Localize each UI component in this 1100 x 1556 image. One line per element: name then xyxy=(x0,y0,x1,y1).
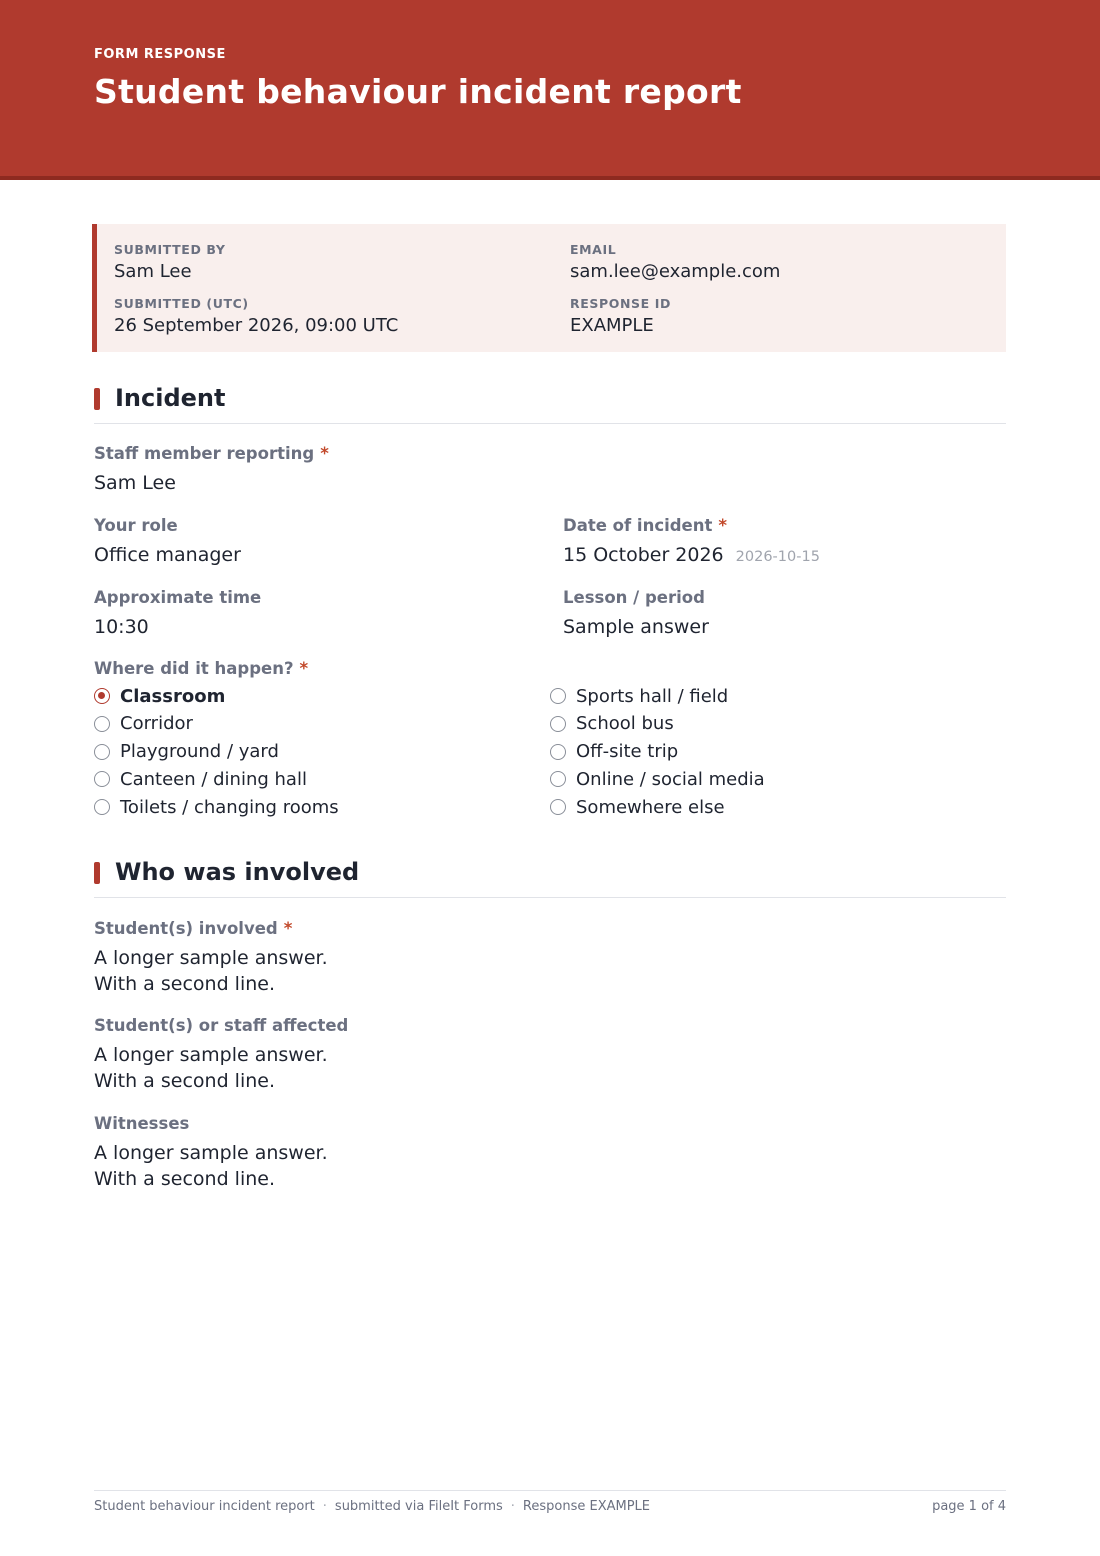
radio-empty-icon xyxy=(94,744,110,760)
where-option-label: Somewhere else xyxy=(576,796,725,818)
page-footer xyxy=(94,1490,1006,1514)
field-value: A longer sample answer. With a second line. xyxy=(94,1142,328,1190)
where-option-label: Canteen / dining hall xyxy=(120,768,307,790)
field-value: A longer sample answer. With a second line. xyxy=(94,1044,328,1092)
page-header xyxy=(0,0,1100,180)
radio-empty-icon xyxy=(94,799,110,815)
section-incident xyxy=(94,384,1006,424)
header-eyebrow: FORM RESPONSE xyxy=(94,47,226,62)
required-mark: * xyxy=(299,659,309,678)
page-title: Student behaviour incident report xyxy=(94,72,742,111)
submission-meta xyxy=(92,224,1006,352)
field-label: Student(s) or staff affected xyxy=(94,1016,349,1035)
where-option xyxy=(550,767,765,791)
email-label: EMAIL xyxy=(570,242,617,257)
field-label: Witnesses xyxy=(94,1114,190,1133)
where-option xyxy=(550,684,728,708)
required-mark: * xyxy=(283,919,293,938)
radio-selected-icon xyxy=(94,688,110,704)
where-option-label: Corridor xyxy=(120,713,193,735)
footer-response: Response EXAMPLE xyxy=(522,1499,651,1514)
field-value: 15 October 2026 2026-10-15 xyxy=(563,544,820,566)
footer-via: submitted via FileIt Forms xyxy=(334,1499,503,1514)
submitted-utc xyxy=(114,296,398,336)
submitted-by xyxy=(114,242,225,282)
footer-form-name: Student behaviour incident report xyxy=(94,1499,315,1514)
email-value: sam.lee@example.com xyxy=(570,261,781,282)
field-lesson-period xyxy=(563,588,709,640)
submitted-utc-value: 26 September 2026, 09:00 UTC xyxy=(114,315,399,336)
field-staff-member xyxy=(94,444,329,496)
footer-separator: · xyxy=(322,1499,327,1514)
where-option-label: School bus xyxy=(576,713,674,735)
section-title: Who was involved xyxy=(115,858,360,886)
section-who-was-involved xyxy=(94,858,1006,898)
where-option xyxy=(550,712,674,736)
field-label: Staff member reporting * xyxy=(94,444,329,463)
required-mark: * xyxy=(320,444,329,463)
radio-empty-icon xyxy=(94,716,110,732)
where-option-label: Classroom xyxy=(120,685,226,707)
field-value: Sample answer xyxy=(563,616,709,638)
section-title: Incident xyxy=(115,384,226,412)
field-affected xyxy=(94,1016,348,1094)
where-option-label: Playground / yard xyxy=(120,741,279,763)
radio-empty-icon xyxy=(550,688,566,704)
response-id xyxy=(570,296,671,336)
where-option xyxy=(94,712,193,736)
where-option xyxy=(94,767,307,791)
where-option xyxy=(94,684,225,708)
field-value: A longer sample answer. With a second line. xyxy=(94,947,328,995)
field-witnesses xyxy=(94,1114,328,1192)
submitted-by-value: Sam Lee xyxy=(114,261,192,282)
field-value: 10:30 xyxy=(94,616,149,638)
page-number: page 1 of 4 xyxy=(932,1499,1006,1514)
where-option-label: Online / social media xyxy=(576,768,765,790)
where-option xyxy=(94,740,279,764)
field-students-involved xyxy=(94,919,328,997)
field-role xyxy=(94,516,241,568)
field-value: Sam Lee xyxy=(94,472,176,494)
field-label: Your role xyxy=(94,516,178,535)
required-mark: * xyxy=(718,516,728,535)
field-label: Date of incident * xyxy=(563,516,728,535)
radio-empty-icon xyxy=(550,799,566,815)
where-option xyxy=(550,795,725,819)
field-label: Lesson / period xyxy=(563,588,705,607)
field-approximate-time xyxy=(94,588,261,640)
submitted-by-label: SUBMITTED BY xyxy=(114,242,226,257)
section-accent-bar xyxy=(94,862,100,884)
where-option xyxy=(94,795,339,819)
where-option xyxy=(550,740,678,764)
section-accent-bar xyxy=(94,388,100,410)
radio-empty-icon xyxy=(94,771,110,787)
response-id-value: EXAMPLE xyxy=(570,315,654,336)
footer-separator: · xyxy=(510,1499,515,1514)
field-value: Office manager xyxy=(94,544,241,566)
radio-empty-icon xyxy=(550,771,566,787)
where-option-label: Sports hall / field xyxy=(576,685,729,707)
date-iso: 2026-10-15 xyxy=(735,549,820,565)
submitted-utc-label: SUBMITTED (UTC) xyxy=(114,296,249,311)
radio-empty-icon xyxy=(550,716,566,732)
field-label: Student(s) involved * xyxy=(94,919,293,938)
where-option-label: Toilets / changing rooms xyxy=(120,796,339,818)
field-date-of-incident xyxy=(563,516,820,570)
radio-empty-icon xyxy=(550,744,566,760)
field-label: Approximate time xyxy=(94,588,262,607)
response-id-label: RESPONSE ID xyxy=(570,296,671,311)
where-option-label: Off-site trip xyxy=(576,741,679,763)
email xyxy=(570,242,780,282)
field-label: Where did it happen? * xyxy=(94,659,309,678)
field-where xyxy=(94,659,308,678)
